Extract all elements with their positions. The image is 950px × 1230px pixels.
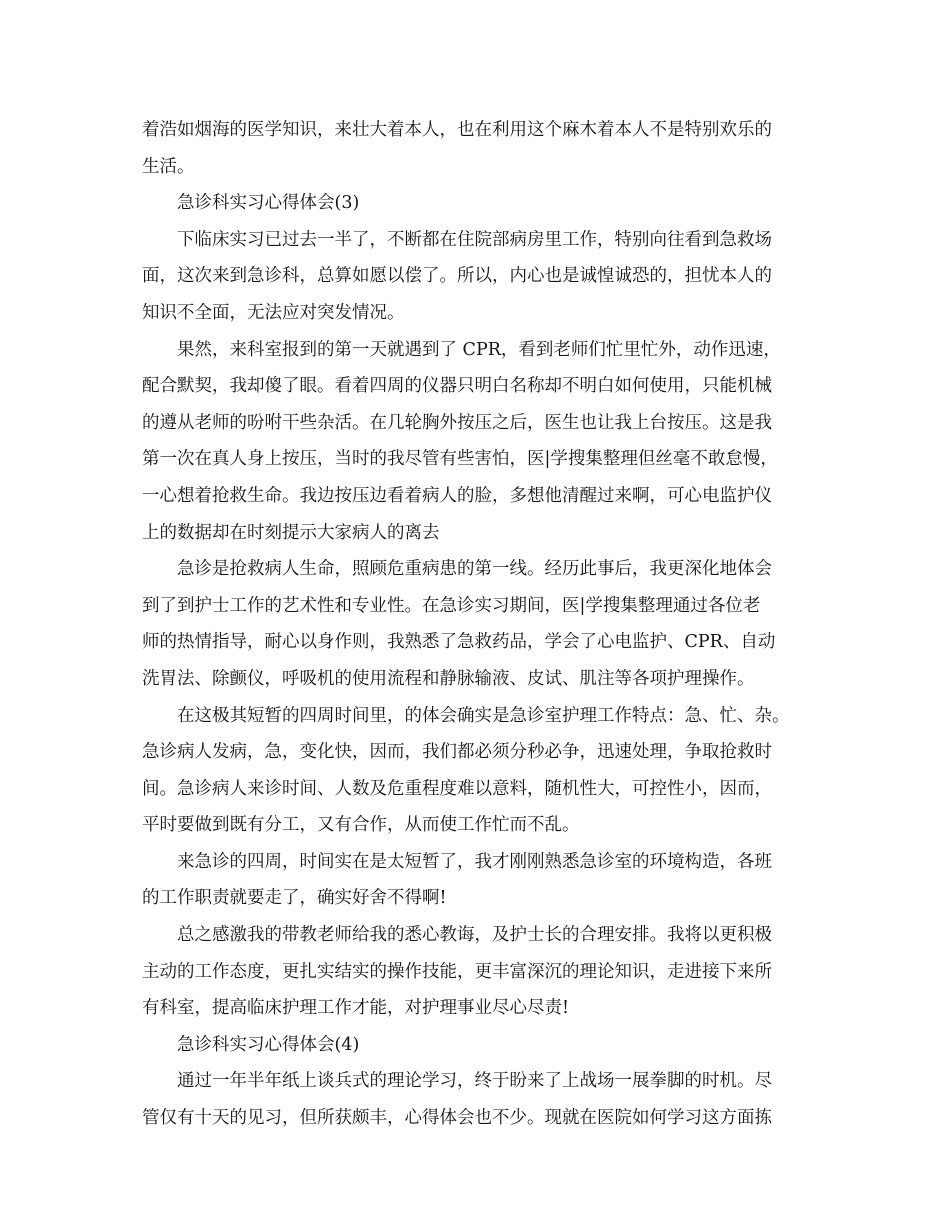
text-line: 通过一年半年纸上谈兵式的理论学习，终于盼来了上战场一展拳脚的时机。尽 [177, 1071, 772, 1092]
text-line: 知识不全面，无法应对突发情况。 [142, 302, 405, 323]
text-line: 面，这次来到急诊科，总算如愿以偿了。所以，内心也是诚惶诚恐的，担忧本人的 [142, 266, 772, 287]
text-line: 的遵从老师的吩咐干些杂活。在几轮胸外按压之后，医生也让我上台按压。这是我 [142, 412, 772, 433]
text-line: 着浩如烟海的医学知识，来壮大着本人，也在利用这个麻木着本人不是特别欢乐的 [142, 120, 772, 140]
text-line: 来急诊的四周，时间实在是太短暂了，我才刚刚熟悉急诊室的环境构造，各班 [177, 851, 772, 872]
text-line: 管仅有十天的见习，但所获颇丰，心得体会也不少。现就在医院如何学习这方面拣 [142, 1108, 772, 1129]
section-heading: 急诊科实习心得体会(4) [177, 1034, 360, 1055]
section-heading: 急诊科实习心得体会(3) [177, 193, 360, 214]
text-line: 洗胃法、除颤仪，呼吸机的使用流程和静脉输液、皮试、肌注等各项护理操作。 [142, 668, 755, 689]
document-page [142, 112, 832, 1137]
text-line: 配合默契，我却傻了眼。看着四周的仪器只明白名称却不明白如何使用，只能机械 [142, 376, 772, 397]
text-line: 主动的工作态度，更扎实结实的操作技能，更丰富深沉的理论知识，走进接下来所 [142, 961, 772, 982]
text-line: 急诊是抢救病人生命，照顾危重病患的第一线。经历此事后，我更深化地体会 [177, 559, 772, 580]
text-line: 下临床实习已过去一半了，不断都在住院部病房里工作，特别向往看到急救场 [177, 229, 772, 250]
text-line: 到了到护士工作的艺术性和专业性。在急诊实习期间，医|学搜集整理通过各位老 [142, 595, 761, 616]
text-line: 总之感激我的带教老师给我的悉心教诲，及护士长的合理安排。我将以更积极 [177, 925, 772, 946]
text-line: 第一次在真人身上按压，当时的我尽管有些害怕，医|学搜集整理但丝毫不敢怠慢， [142, 449, 778, 470]
text-line: 的工作职责就要走了，确实好舍不得啊! [142, 888, 447, 909]
text-line: 间。急诊病人来诊时间、人数及危重程度难以意料，随机性大，可控性小，因而， [142, 778, 772, 799]
text-line: 一心想着抢救生命。我边按压边看着病人的脸，多想他清醒过来啊，可心电监护仪 [142, 485, 772, 506]
text-line: 果然，来科室报到的第一天就遇到了 CPR，看到老师们忙里忙外，动作迅速， [177, 339, 781, 360]
text-line: 平时要做到既有分工，又有合作，从而使工作忙而不乱。 [142, 815, 580, 836]
text-line: 急诊病人发病，急，变化快，因而，我们都必须分秒必争，迅速处理，争取抢救时 [142, 742, 772, 763]
text-line: 师的热情指导，耐心以身作则，我熟悉了急救药品，学会了心电监护、CPR、自动 [142, 632, 776, 653]
text-line: 有科室，提高临床护理工作才能，对护理事业尽心尽责! [142, 998, 570, 1019]
text-line: 在这极其短暂的四周时间里，的体会确实是急诊室护理工作特点：急、忙、杂。 [177, 705, 790, 726]
text-line: 生活。 [142, 156, 195, 177]
text-line: 上的数据却在时刻提示大家病人的离去 [142, 522, 440, 543]
